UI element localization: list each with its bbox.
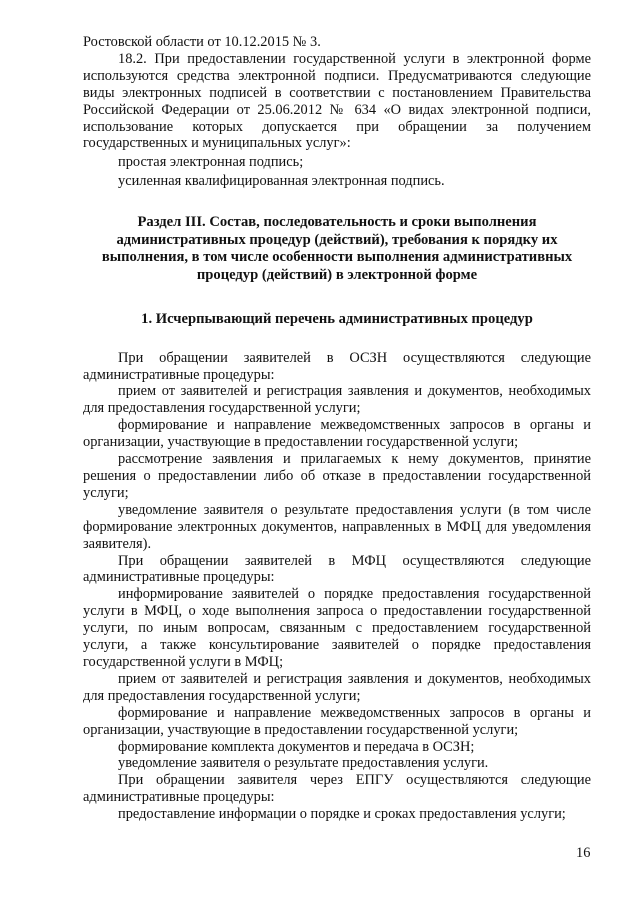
- list-item: информирование заявителей о порядке предоставления государственной услуги в МФЦ, о ходе выполнения запроса о предоставлении государственной услуги, по иным вопросам, связанным с предоставлением государственной услуги, а также консультирование заявителей о порядке предоставления государственной услуги в МФЦ;: [83, 586, 591, 670]
- paragraph: 18.2. При предоставлении государственной услуги в электронной форме используются средства электронной подписи. Предусматриваются следующие виды электронных подписей в соответствии с постановлением Правительства Российской Федерации от 25.06.2012 № 634 «О видах электронной подписи, использование которых допускается при обращении за получением государственных и муниципальных услуг»:: [83, 50, 591, 152]
- paragraph: Ростовской области от 10.12.2015 № 3.: [83, 34, 321, 50]
- list-item: простая электронная подпись;: [118, 154, 304, 171]
- list-item: уведомление заявителя о результате предоставления услуги (в том числе формирование электронных документов, направленных в МФЦ для уведомления заявителя).: [83, 501, 591, 552]
- list-item: формирование и направление межведомственных запросов в органы и организации, участвующие в предоставлении государственной услуги;: [83, 417, 591, 451]
- paragraph: При обращении заявителя через ЕПГУ осуществляются следующие административные процедуры:: [83, 772, 591, 806]
- list-item: рассмотрение заявления и прилагаемых к нему документов, принятие решения о предоставлении либо об отказе в предоставлении государственной услуги;: [83, 451, 591, 501]
- list-item: прием от заявителей и регистрация заявления и документов, необходимых для предоставления государственной услуги;: [83, 383, 591, 417]
- list-item: усиленная квалифицированная электронная подпись.: [118, 173, 445, 190]
- list-item: формирование и направление межведомственных запросов в органы и организации, участвующие в предоставлении государственной услуги;: [83, 704, 591, 738]
- paragraph: При обращении заявителей в ОСЗН осуществляются следующие административные процедуры:: [83, 349, 591, 383]
- section-heading: Раздел III. Состав, последовательность и сроки выполнения административных процедур (действий), требования к порядку их выполнения, в том числе особенности выполнения административных процедур (действий) в электронной форме: [101, 214, 573, 283]
- list-item: уведомление заявителя о результате предоставления услуги.: [118, 755, 489, 772]
- subsection-heading: 1. Исчерпывающий перечень административных процедур: [141, 311, 533, 328]
- page-number: 16: [576, 845, 591, 861]
- list-item: предоставление информации о порядке и сроках предоставления услуги;: [118, 806, 566, 823]
- list-item: формирование комплекта документов и передача в ОСЗН;: [118, 738, 475, 755]
- page-body: [83, 34, 591, 823]
- list-item: прием от заявителей и регистрация заявления и документов, необходимых для предоставления государственной услуги;: [83, 670, 591, 704]
- paragraph: При обращении заявителей в МФЦ осуществляются следующие административные процедуры:: [83, 552, 591, 586]
